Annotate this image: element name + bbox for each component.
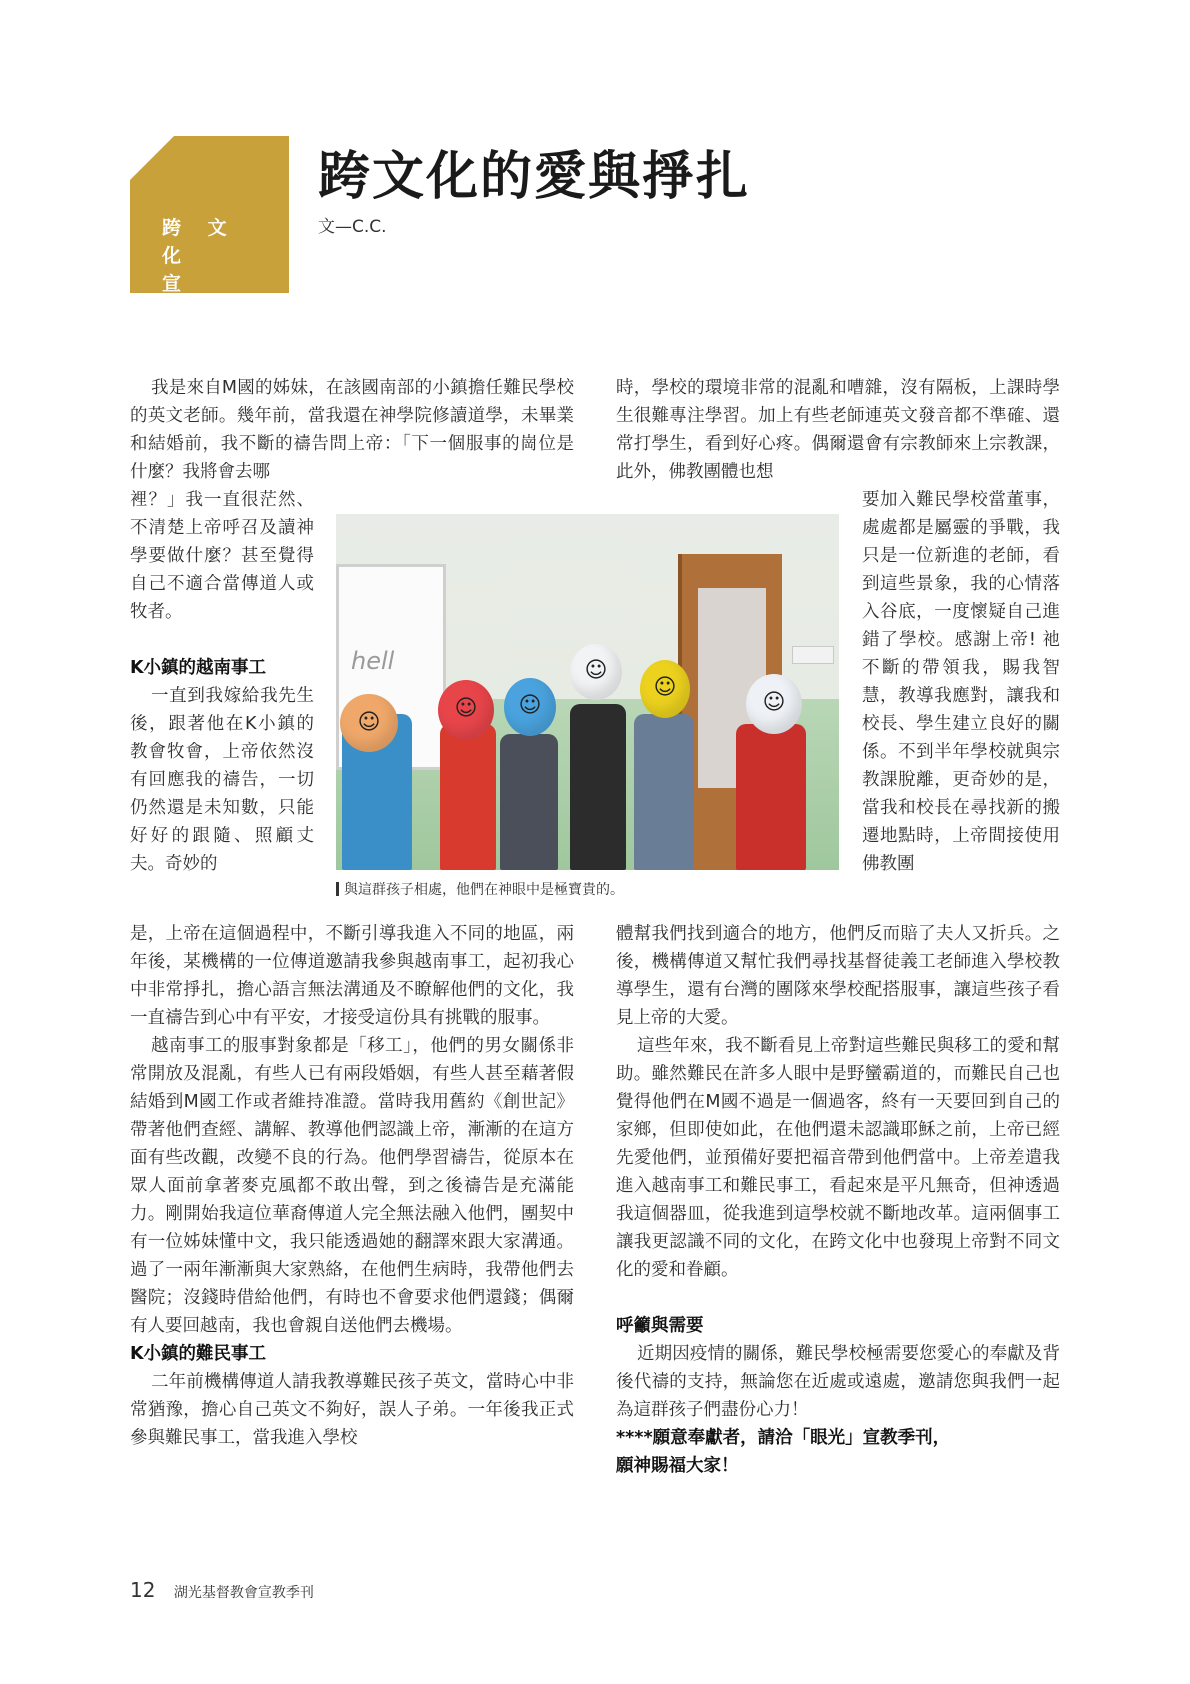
publication-name: 湖光基督教會宣教季刊 bbox=[173, 1585, 314, 1601]
section-tag-line-2: 宣 教 bbox=[162, 273, 237, 323]
page-number: 12 bbox=[130, 1578, 156, 1602]
closing-line-1: ****願意奉獻者，請洽「眼光」宣教季刊， bbox=[616, 1428, 951, 1448]
smiley-balloon: ☺ bbox=[640, 660, 690, 718]
left-column-narrow bbox=[130, 486, 314, 878]
light-switch bbox=[792, 646, 834, 664]
section-heading-call: 呼籲與需要 bbox=[616, 1316, 704, 1336]
paragraph: 這些年來，我不斷看見上帝對這些難民與移工的愛和幫助。雖然難民在許多人眼中是野蠻霸道的，而難民自己也覺得他們在M國不過是一個過客，終有一天要回到自己的家鄉，但即使如此，在他們還未認識耶穌之前，上帝已經先愛他們，並預備好要把福音帶到他們當中。上帝差遣我進入越南事工和難民事工，看起來是平凡無奇，但神透過我這個器皿，從我進到這學校就不斷地改革。這兩個事工讓我更認識不同的文化，在跨文化中也發現上帝對不同文化的愛和眷顧。 bbox=[616, 1036, 1060, 1280]
page-footer bbox=[130, 1578, 314, 1602]
paragraph: 二年前機構傳道人請我教導難民孩子英文，當時心中非常猶豫，擔心自己英文不夠好，誤人子弟。一年後我正式參與難民事工，當我進入學校 bbox=[130, 1372, 574, 1448]
right-column-bottom bbox=[616, 920, 1060, 1480]
paragraph: 體幫我們找到適合的地方，他們反而賠了夫人又折兵。之後，機構傳道又幫忙我們尋找基督徒義工老師進入學校教導學生，還有台灣的團隊來學校配搭服事，讓這些孩子看見上帝的大愛。 bbox=[616, 924, 1060, 1028]
smiley-balloon: ☺ bbox=[340, 694, 398, 752]
photo-caption: 與這群孩子相處，他們在神眼中是極寶貴的。 bbox=[336, 879, 624, 899]
paragraph: 一直到我嫁給我先生後，跟著他在K小鎮的教會牧會，上帝依然沒有回應我的禱告，一切仍然還是未知數，只能好好的跟隨、照顧丈夫。奇妙的 bbox=[130, 686, 314, 874]
article-title: 跨文化的愛與掙扎 bbox=[318, 147, 751, 207]
paragraph: 要加入難民學校當董事，處處都是屬靈的爭戰，我只是一位新進的老師，看到這些景象，我的心情落入谷底，一度懷疑自己進錯了學校。感謝上帝! 祂不斷的帶領我，賜我智慧，教導我應對，讓我和校長、學生建立良好的關係。不到半年學校就與宗教課脫離，更奇妙的是，當我和校長在尋找新的搬遷地點時，上帝間接使用佛教團 bbox=[862, 490, 1060, 874]
left-column-bottom bbox=[130, 920, 574, 1452]
paragraph: 時，學校的環境非常的混亂和嘈雜，沒有隔板，上課時學生很難專注學習。加上有些老師連英文發音都不準確、還常打學生，看到好心疼。偶爾還會有宗教師來上宗教課，此外，佛教團體也想 bbox=[616, 378, 1060, 482]
smiley-balloon: ☺ bbox=[504, 678, 556, 736]
closing-line-2: 願神賜福大家！ bbox=[616, 1456, 739, 1476]
left-column-top bbox=[130, 374, 574, 486]
paragraph: 越南事工的服事對象都是「移工」，他們的男女關係非常開放及混亂，有些人已有兩段婚姻，有些人甚至藉著假結婚到M國工作或者維持准證。當時我用舊約《創世記》帶著他們查經、講解、教導他們認識上帝，漸漸的在這方面有些改觀，改變不良的行為。他們學習禱告，從原本在眾人面前拿著麥克風都不敢出聲，到之後禱告是充滿能力。剛開始我這位華裔傳道人完全無法融入他們，團契中有一位姊妹懂中文，我只能透過她的翻譯來跟大家溝通。過了一兩年漸漸與大家熟絡，在他們生病時，我帶他們去醫院；沒錢時借給他們，有時也不會要求他們還錢；偶爾有人要回越南，我也會親自送他們去機場。 bbox=[130, 1036, 574, 1336]
whiteboard-writing: hell bbox=[351, 647, 395, 675]
section-tag-line-1: 跨 文 化 bbox=[162, 217, 237, 267]
byline: 文—C.C. bbox=[318, 217, 387, 237]
paragraph: 是，上帝在這個過程中，不斷引導我進入不同的地區，兩年後，某機構的一位傳道邀請我參與越南事工，起初我心中非常掙扎，擔心語言無法溝通及不瞭解他們的文化，我一直禱告到心中有平安，才接受這份具有挑戰的服事。 bbox=[130, 924, 574, 1028]
section-tag-label bbox=[162, 214, 262, 326]
section-heading-refugee: K小鎮的難民事工 bbox=[130, 1344, 267, 1364]
smiley-balloon: ☺ bbox=[570, 644, 622, 700]
right-column-top bbox=[616, 374, 1060, 486]
paragraph: 裡？」我一直很茫然、不清楚上帝呼召及讀神學要做什麼？甚至覺得自己不適合當傳道人或牧者。 bbox=[130, 490, 314, 622]
section-heading-vietnam: K小鎮的越南事工 bbox=[130, 658, 267, 678]
smiley-balloon: ☺ bbox=[438, 680, 494, 740]
right-column-narrow bbox=[862, 486, 1060, 878]
paragraph: 我是來自M國的姊妹，在該國南部的小鎮擔任難民學校的英文老師。幾年前，當我還在神學院修讀道學，未畢業和結婚前，我不斷的禱告問上帝：「下一個服事的崗位是什麼？我將會去哪 bbox=[130, 378, 574, 482]
paragraph: 近期因疫情的關係，難民學校極需要您愛心的奉獻及背後代禱的支持，無論您在近處或遠處，邀請您與我們一起為這群孩子們盡份心力！ bbox=[616, 1344, 1060, 1420]
smiley-balloon: ☺ bbox=[746, 674, 802, 734]
children-photo bbox=[336, 514, 839, 870]
